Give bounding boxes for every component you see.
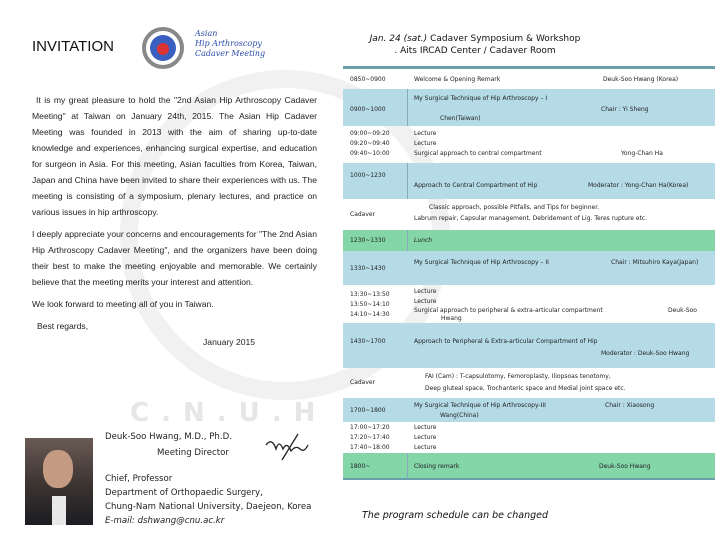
row-moderator: Moderator : Yong-Chan Ha(Korea): [588, 182, 689, 189]
row-time: 14:10~14:30: [350, 311, 390, 318]
row-time: 1430~1700: [350, 338, 386, 345]
row-moderator: Moderator : Deuk-Soo Hwang: [601, 350, 690, 357]
row-time: 17:00~17:20: [350, 424, 390, 431]
schedule-row: [343, 69, 715, 89]
row-title: Welcome & Opening Remark: [414, 76, 501, 83]
row-title: Approach to Peripheral & Extra-articular Compartment of Hip: [414, 338, 598, 345]
row-title: Lunch: [414, 237, 433, 244]
signature: [262, 430, 312, 465]
schedule-row: [343, 323, 715, 368]
letter-paragraph-1: It is my great pleasure to hold the "2nd Asian Hip Arthroscopy Cadaver Meeting" at Taiwan on January 24th, 2015. The Asian Hip Cadaver Meeting was founded in 2013 with the aim of sharing up-to-date knowledge and experiences, enhancing surgical expertise, and education for surgeon in Asia. For this meeting, Asian faculties from Korea, Taiwan, Japan and China have been invited to share their experiences with us. The meeting is consisting of a symposium, plenary lectures, and practice on various issues in hip arthroscopy.: [32, 95, 317, 217]
row-person: Deuk-Soo Hwang: [599, 463, 651, 470]
schedule-row: [343, 251, 715, 285]
row-time: 1230~1330: [350, 237, 386, 244]
row-time: 1800~: [350, 463, 371, 470]
schedule-table: [343, 66, 715, 470]
row-time: 17:20~17:40: [350, 434, 390, 441]
row-title: My Surgical Technique of Hip Arthroscopy – II: [414, 259, 549, 266]
row-detail: FAI (Cam) : T-capsulotomy, Femoroplasty, Iliopsoas tenotomy,: [425, 373, 611, 380]
row-time: 09:40~10:00: [350, 150, 390, 157]
logo-line: Asian: [195, 29, 218, 38]
row-title: Closing remark: [414, 463, 460, 470]
row-item: Lecture: [414, 140, 437, 147]
row-person: Deuk-Soo: [668, 307, 697, 314]
event-date: Jan. 24 (sat.): [369, 34, 428, 44]
row-person: Deuk-Soo Hwang (Korea): [603, 76, 679, 83]
schedule-row: [343, 126, 715, 163]
row-detail: Deep gluteal space, Trochanteric space and Medial joint space etc.: [425, 385, 626, 392]
meeting-logo: [133, 27, 193, 69]
schedule-row: [343, 89, 715, 126]
director-department: Department of Orthopaedic Surgery,: [105, 488, 263, 498]
schedule-row: [343, 422, 715, 453]
row-time: 1700~1800: [350, 407, 386, 414]
director-university: Chung-Nam National University, Daejeon, Korea: [105, 502, 312, 512]
logo-line: Hip Arthroscopy: [195, 39, 262, 48]
row-time: 13:30~13:50: [350, 291, 390, 298]
logo-text: [195, 29, 265, 59]
schedule-row: [343, 368, 715, 398]
invitation-letter: [32, 92, 317, 350]
row-detail: Labrum repair, Capsular management, Debridement of Lig. Teres rupture etc.: [414, 215, 648, 222]
schedule-row: [343, 230, 715, 251]
letter-date: January 2015: [203, 337, 256, 347]
row-chair: Chair : Yi Sheng: [601, 106, 649, 113]
row-time: Cadaver: [350, 211, 376, 218]
row-item: Lecture: [414, 434, 437, 441]
director-email: E-mail: dshwang@cnu.ac.kr: [105, 516, 225, 526]
row-chair: Wang(China): [440, 412, 479, 419]
letter-paragraph-3: We look forward to meeting all of you in Taiwan.: [32, 299, 214, 309]
letter-paragraph-2: I deeply appreciate your concerns and encouragements for "The 2nd Asian Hip Arthroscopy Cadaver Meeting", and the organizers have been doing their best to make the meeting enjoyable and memorable. We certainly believe that the meeting merits your interest and attention.: [32, 229, 317, 287]
row-time: 09:20~09:40: [350, 140, 390, 147]
row-item: Lecture: [414, 298, 437, 305]
row-chair: Chen(Taiwan): [440, 115, 481, 122]
page-title: INVITATION: [32, 38, 114, 55]
row-item: Surgical approach to central compartment: [414, 150, 542, 157]
schedule-row: [343, 453, 715, 480]
row-item: Lecture: [414, 424, 437, 431]
row-chair: Chair : Xiaosong: [605, 402, 655, 409]
row-time: 0850~0900: [350, 76, 386, 83]
row-time: 1000~1230: [350, 172, 386, 179]
row-time: 09:00~09:20: [350, 130, 390, 137]
row-time: 13:50~14:10: [350, 301, 390, 308]
row-item: Lecture: [414, 288, 437, 295]
schedule-row: [343, 199, 715, 230]
row-chair: Chair : Mitsuhiro Kaya(Japan): [611, 259, 699, 266]
closing: Best regards,: [37, 321, 89, 331]
row-detail: Classic approach, possible Pitfalls, and Tips for beginner.: [429, 204, 600, 211]
row-time: Cadaver: [350, 379, 376, 386]
director-name: Deuk-Soo Hwang, M.D., Ph.D.: [105, 432, 232, 442]
row-person: Hwang: [441, 315, 462, 322]
row-time: 17:40~18:00: [350, 444, 390, 451]
event-name: Cadaver Symposium & Workshop: [430, 34, 581, 44]
director-position: Chief, Professor: [105, 474, 173, 484]
row-time: 1330~1430: [350, 265, 386, 272]
schedule-note: The program schedule can be changed: [362, 510, 549, 521]
row-person: Yong-Chan Ha: [621, 150, 663, 157]
event-info: [355, 33, 595, 57]
director-role: Meeting Director: [157, 448, 229, 458]
row-item: Lecture: [414, 130, 437, 137]
event-venue: . Aits IRCAD Center / Cadaver Room: [394, 46, 556, 56]
schedule-row: [343, 285, 715, 323]
row-time: 0900~1000: [350, 106, 386, 113]
director-photo: [25, 438, 93, 525]
row-item: Lecture: [414, 444, 437, 451]
schedule-row: [343, 163, 715, 199]
row-title: My Surgical Technique of Hip Arthroscopy-III: [414, 402, 546, 409]
row-title: Approach to Central Compartment of Hip: [414, 182, 538, 189]
row-item: Surgical approach to peripheral & extra-articular compartment: [414, 307, 603, 314]
row-title: My Surgical Technique of Hip Arthroscopy – I: [414, 95, 548, 102]
logo-line: Cadaver Meeting: [195, 49, 266, 58]
watermark-text: C.N.U.H: [130, 398, 328, 428]
schedule-row: [343, 398, 715, 422]
